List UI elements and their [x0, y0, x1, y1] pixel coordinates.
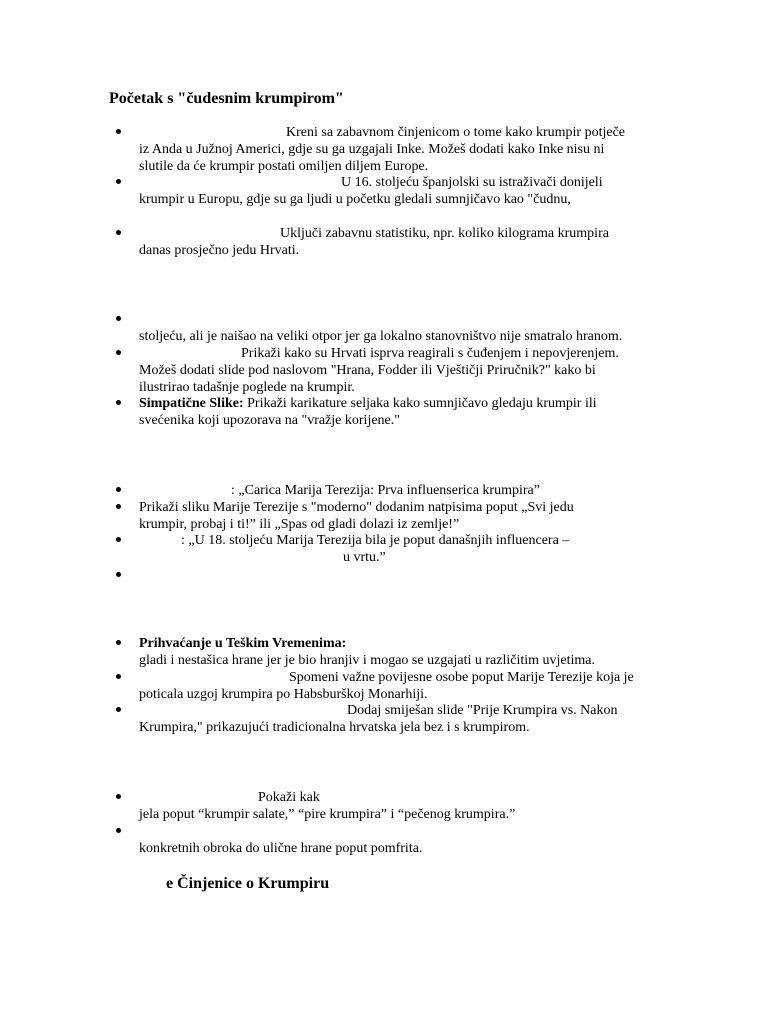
item-text: krumpir, probaj i ti!” ili „Spas od gladi dolazi iz zemlje!”	[139, 517, 460, 532]
item-text: gladi i nestašica hrane jer je bio hranjiv i mogao se uzgajati u različitim uvjetima.	[139, 653, 596, 668]
bullet-icon	[116, 350, 121, 355]
item-text: Spomeni važne povijesne osobe poput Marije Terezije koja je	[289, 670, 634, 685]
bullet-icon	[116, 707, 121, 712]
section-heading: Početak s "čudesnim krumpirom"	[109, 90, 344, 107]
section-heading: e Činjenice o Krumpiru	[166, 875, 330, 892]
bullet-icon	[116, 129, 121, 134]
item-text: U 16. stoljeću španjolski su istraživači donijeli	[341, 175, 603, 190]
item-text: jela poput “krumpir salate,” “pire krumpira” i “pečenog krumpira.”	[139, 807, 516, 822]
item-text: danas prosječno jedu Hrvati.	[139, 243, 300, 258]
item-text: Krumpira," prikazujući tradicionalna hrvatska jela bez i s krumpirom.	[139, 720, 530, 735]
item-text: ilustrirao tadašnje poglede na krumpir.	[139, 380, 355, 395]
item-text: Pokaži kak	[258, 790, 320, 805]
item-text: Prikaži kako su Hrvati isprva reagirali s čuđenjem i nepovjerenjem.	[241, 346, 619, 361]
bullet-icon	[116, 828, 121, 833]
item-text: : „U 18. stoljeću Marija Terezija bila je poput današnjih influencera –	[181, 533, 570, 548]
bullet-icon	[116, 504, 121, 509]
bullet-icon	[116, 400, 121, 405]
item-text: Dodaj smiješan slide "Prije Krumpira vs. Nakon	[347, 703, 618, 718]
item-text: konkretnih obroka do ulične hrane poput pomfrita.	[139, 841, 423, 856]
item-text: krumpir u Europu, gdje su ga ljudi u početku gledali sumnjičavo kao "čudnu,	[139, 192, 571, 207]
item-text: Kreni sa zabavnom činjenicom o tome kako krumpir potječe	[286, 125, 626, 140]
bullet-icon	[116, 179, 121, 184]
item-bold-label: Simpatične Slike:	[139, 396, 244, 411]
item-text: Uključi zabavnu statistiku, npr. koliko kilograma krumpira	[280, 226, 609, 241]
bullet-icon	[116, 572, 121, 577]
item-text: stoljeću, ali je naišao na veliki otpor jer ga lokalno stanovništvo nije smatralo hranom.	[139, 329, 623, 344]
item-text: Prikaži karikature seljaka kako sumnjičavo gledaju krumpir ili	[243, 396, 597, 411]
item-text: slutile da će krumpir postati omiljen diljem Europe.	[139, 159, 429, 174]
item-bold-label: Prihvaćanje u Teškim Vremenima:	[139, 636, 347, 651]
bullet-icon	[116, 794, 121, 799]
bullet-icon	[116, 487, 121, 492]
item-text: iz Anda u Južnoj Americi, gdje su ga uzgajali Inke. Možeš dodati kako Inke nisu ni	[139, 142, 605, 157]
bullet-icon	[116, 640, 121, 645]
item-text: poticala uzgoj krumpira po Habsburškoj Monarhiji.	[139, 687, 428, 702]
bullet-icon	[116, 230, 121, 235]
item-text: u vrtu.”	[343, 550, 386, 565]
bullet-icon	[116, 316, 121, 321]
bullet-icon	[116, 674, 121, 679]
item-text: : „Carica Marija Terezija: Prva influenserica krumpira”	[231, 483, 540, 498]
item-text: svećenika koji upozorava na "vražje korijene."	[139, 413, 400, 428]
item-text: Možeš dodati slide pod naslovom "Hrana, Fodder ili Vještičji Priručnik?" kako bi	[139, 363, 596, 378]
bullet-icon	[116, 537, 121, 542]
item-text: Prikaži sliku Marije Terezije s "moderno" dodanim natpisima poput „Svi jedu	[139, 500, 574, 515]
